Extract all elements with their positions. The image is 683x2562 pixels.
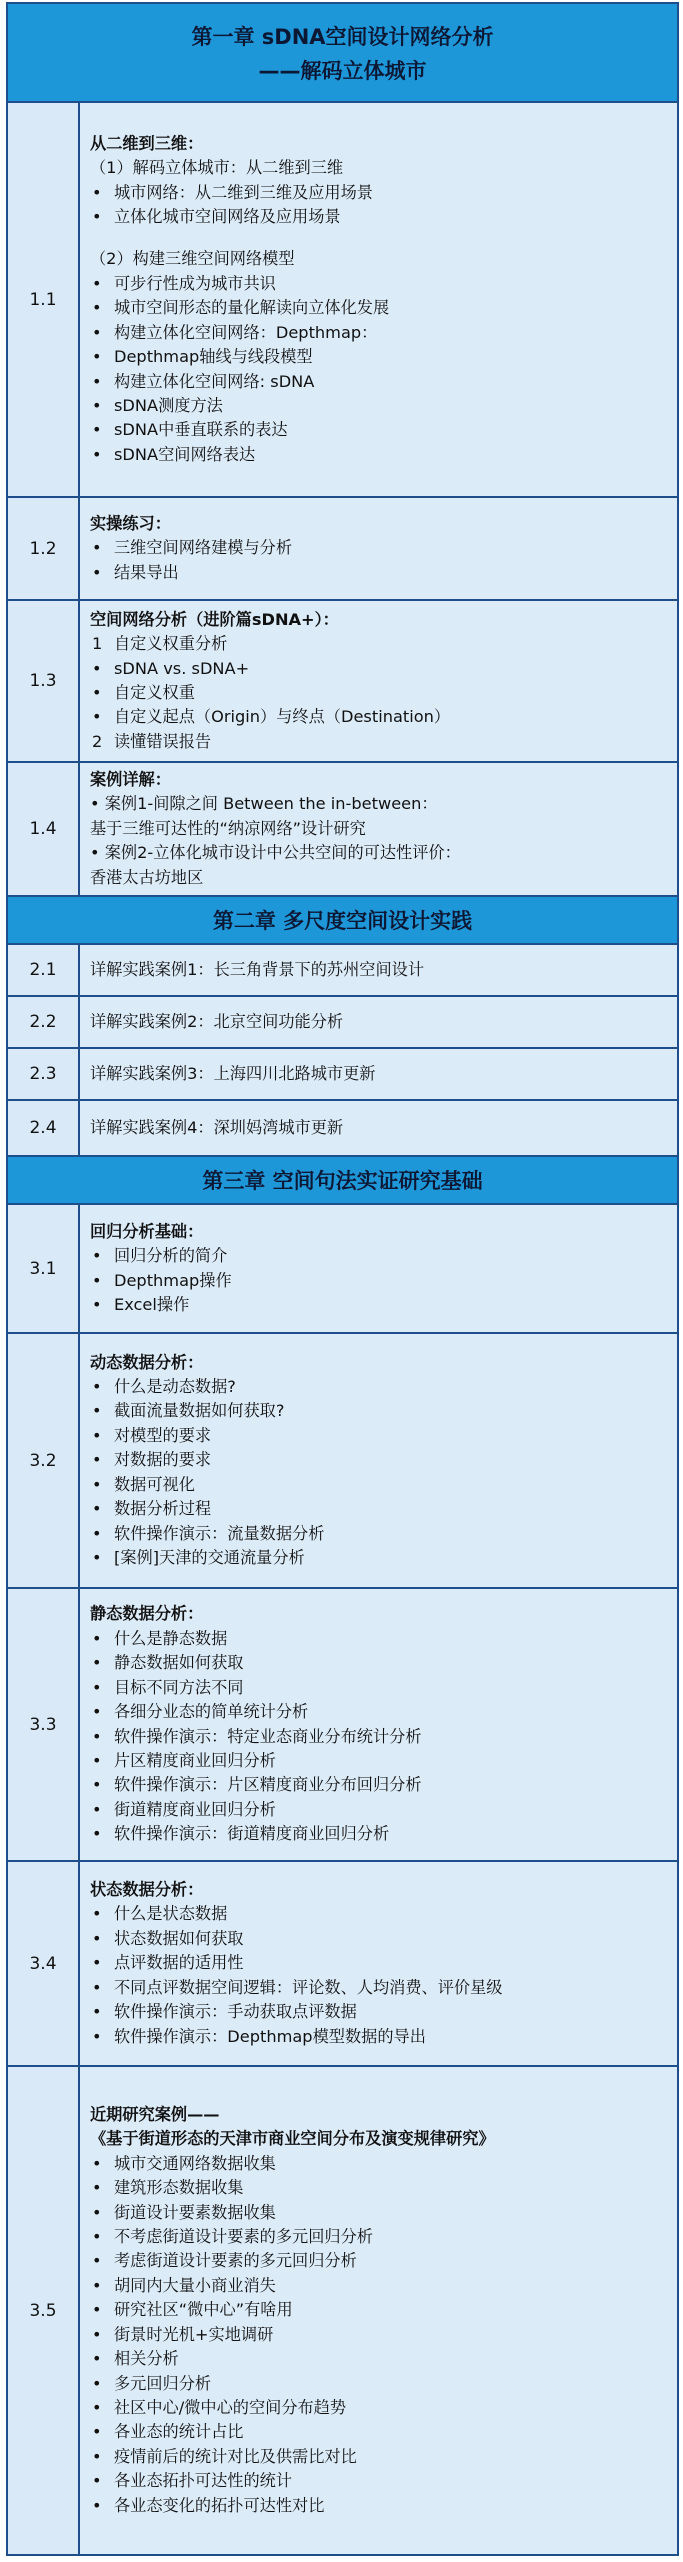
list-item: • Excel操作: [92, 1294, 190, 1314]
list-item: • 结果导出: [92, 562, 179, 582]
section-number: 2.3: [8, 1049, 80, 1099]
chapter-3-title: 第三章 空间句法实证研究基础: [202, 1169, 483, 1193]
list-item: • 构建立体化空间网络：Depthmap：: [92, 322, 378, 342]
list-item: • 城市交通网络数据收集: [92, 2153, 276, 2173]
list-item: • sDNA空间网络表达: [92, 444, 256, 464]
section-content: [80, 763, 677, 895]
list-item: • 点评数据的适用性: [92, 1953, 244, 1973]
list-item: • 软件操作演示：片区精度商业分布回归分析: [92, 1775, 422, 1795]
section-row-2-2: [6, 997, 679, 1049]
chapter-1-title: 第一章 sDNA空间设计网络分析: [191, 24, 494, 49]
list-item: • 目标不同方法不同: [92, 1677, 244, 1697]
list-item: • 软件操作演示：街道精度商业回归分析: [92, 1824, 390, 1844]
section-heading: 状态数据分析：: [90, 1880, 204, 1900]
course-outline-table: [6, 2, 679, 2556]
section-text: 详解实践案例3：上海四川北路城市更新: [80, 1049, 677, 1099]
list-item: • Depthmap轴线与线段模型: [92, 347, 313, 367]
list-item: • 静态数据如何获取: [92, 1653, 244, 1673]
case-line: • 案例2-立体化城市设计中公共空间的可达性评价：: [90, 843, 461, 863]
section-content: [80, 1205, 677, 1332]
list-item: • 对数据的要求: [92, 1450, 212, 1470]
list-item: • 截面流量数据如何获取?: [92, 1401, 285, 1421]
section-row-1-1: [6, 103, 679, 498]
list-item: 1 自定义权重分析: [92, 634, 228, 654]
list-item: • 城市网络：从二维到三维及应用场景: [92, 182, 373, 202]
list-item: • 多元回归分析: [92, 2373, 212, 2393]
list-item: • 不考虑街道设计要素的多元回归分析: [92, 2227, 373, 2247]
section-number: 3.1: [8, 1205, 80, 1332]
list-item: • 社区中心/微中心的空间分布趋势: [92, 2397, 347, 2417]
section-number: 1.3: [8, 601, 80, 761]
section-row-3-1: [6, 1205, 679, 1334]
list-item: • 自定义起点（Origin）与终点（Destination）: [92, 707, 451, 727]
section-text: 详解实践案例1：长三角背景下的苏州空间设计: [80, 945, 677, 995]
list-item: • sDNA测度方法: [92, 395, 223, 415]
section-text: 详解实践案例4：深圳妈湾城市更新: [80, 1101, 677, 1155]
case-title: 《基于街道形态的天津市商业空间分布及演变规律研究》: [90, 2129, 495, 2149]
list-item: • 城市空间形态的量化解读向立体化发展: [92, 298, 390, 318]
list-item: • sDNA vs. sDNA+: [92, 658, 250, 678]
list-item: • 研究社区“微中心”有啥用: [92, 2300, 293, 2320]
case-line: • 案例1-间隙之间 Between the in-between：: [90, 794, 438, 814]
section-content: [80, 1862, 677, 2065]
list-item: • 状态数据如何获取: [92, 1928, 244, 1948]
list-item: • 各业态变化的拓扑可达性对比: [92, 2495, 325, 2515]
section-row-3-4: [6, 1862, 679, 2067]
section-number: 1.4: [8, 763, 80, 895]
list-item: • 什么是静态数据: [92, 1628, 228, 1648]
section-row-1-3: [6, 601, 679, 763]
section-heading: 案例详解：: [90, 769, 171, 789]
list-item: 2 读懂错误报告: [92, 731, 212, 751]
list-item: • 可步行性成为城市共识: [92, 273, 276, 293]
section-content: [80, 1334, 677, 1587]
list-item: • 什么是状态数据: [92, 1904, 228, 1924]
section-heading: 动态数据分析：: [90, 1352, 204, 1372]
section-number: 1.1: [8, 103, 80, 496]
list-item: • 数据可视化: [92, 1474, 195, 1494]
section-content: [80, 601, 677, 761]
list-item: • [案例]天津的交通流量分析: [92, 1547, 305, 1567]
list-item: • 软件操作演示：特定业态商业分布统计分析: [92, 1726, 422, 1746]
case-line: 香港太古坊地区: [90, 867, 204, 887]
section-heading: 回归分析基础：: [90, 1221, 204, 1241]
list-item: • 不同点评数据空间逻辑：评论数、人均消费、评价星级: [92, 1977, 503, 1997]
section-number: 2.1: [8, 945, 80, 995]
list-item: • 软件操作演示：流量数据分析: [92, 1523, 325, 1543]
section-heading: 实操练习：: [90, 513, 171, 533]
list-item: • 各业态的统计占比: [92, 2422, 244, 2442]
section-row-2-1: [6, 945, 679, 997]
chapter-1-header: [6, 2, 679, 103]
list-item: • 街道设计要素数据收集: [92, 2202, 276, 2222]
section-heading: 从二维到三维：: [90, 133, 204, 153]
list-item: • 各业态拓扑可达性的统计: [92, 2471, 293, 2491]
chapter-2-header: [6, 897, 679, 945]
section-content: [80, 1589, 677, 1860]
list-item: • 对模型的要求: [92, 1425, 212, 1445]
section-heading: 静态数据分析：: [90, 1604, 204, 1624]
section-number: 3.2: [8, 1334, 80, 1587]
subheading: （1）解码立体城市：从二维到三维: [90, 158, 344, 178]
chapter-2-title: 第二章 多尺度空间设计实践: [212, 909, 473, 933]
list-item: • 自定义权重: [92, 683, 195, 702]
section-number: 3.4: [8, 1862, 80, 2065]
section-number: 2.4: [8, 1101, 80, 1155]
section-row-3-2: [6, 1334, 679, 1589]
subheading: （2）构建三维空间网络模型: [90, 249, 295, 269]
list-item: • Depthmap操作: [92, 1270, 232, 1290]
list-item: • 立体化城市空间网络及应用场景: [92, 207, 341, 227]
section-row-3-5: [6, 2067, 679, 2556]
list-item: • 各细分业态的简单统计分析: [92, 1702, 309, 1722]
list-item: • 街景时光机+实地调研: [92, 2324, 274, 2344]
section-number: 2.2: [8, 997, 80, 1047]
list-item: • 回归分析的简介: [92, 1246, 228, 1266]
section-content: [80, 498, 677, 599]
list-item: • 相关分析: [92, 2349, 179, 2369]
section-row-3-3: [6, 1589, 679, 1862]
chapter-1-subtitle: ——解码立体城市: [258, 58, 427, 83]
section-row-2-3: [6, 1049, 679, 1101]
list-item: • 建筑形态数据收集: [92, 2178, 244, 2198]
section-number: 3.5: [8, 2067, 80, 2554]
list-item: • 街道精度商业回归分析: [92, 1799, 276, 1819]
section-heading: 空间网络分析（进阶篇sDNA+）：: [90, 609, 339, 629]
section-number: 3.3: [8, 1589, 80, 1860]
case-line: 基于三维可达性的“纳凉网络”设计研究: [90, 818, 366, 838]
section-number: 1.2: [8, 498, 80, 599]
list-item: • sDNA中垂直联系的表达: [92, 420, 288, 440]
section-heading: 近期研究案例——: [90, 2105, 220, 2125]
list-item: • 什么是动态数据?: [92, 1377, 236, 1397]
list-item: • 胡同内大量小商业消失: [92, 2275, 276, 2295]
list-item: • 疫情前后的统计对比及供需比对比: [92, 2446, 357, 2466]
list-item: • 考虑街道设计要素的多元回归分析: [92, 2251, 357, 2271]
list-item: • 三维空间网络建模与分析: [92, 538, 293, 558]
list-item: • 片区精度商业回归分析: [92, 1750, 276, 1770]
section-row-2-4: [6, 1101, 679, 1157]
section-content: [80, 103, 677, 496]
chapter-3-header: [6, 1157, 679, 1205]
list-item: • 数据分析过程: [92, 1499, 212, 1519]
section-text: 详解实践案例2：北京空间功能分析: [80, 997, 677, 1047]
list-item: • 软件操作演示：Depthmap模型数据的导出: [92, 2026, 426, 2046]
section-row-1-2: [6, 498, 679, 601]
list-item: • 软件操作演示：手动获取点评数据: [92, 2002, 357, 2022]
section-row-1-4: [6, 763, 679, 897]
section-content: [80, 2067, 677, 2554]
list-item: • 构建立体化空间网络: sDNA: [92, 371, 315, 391]
